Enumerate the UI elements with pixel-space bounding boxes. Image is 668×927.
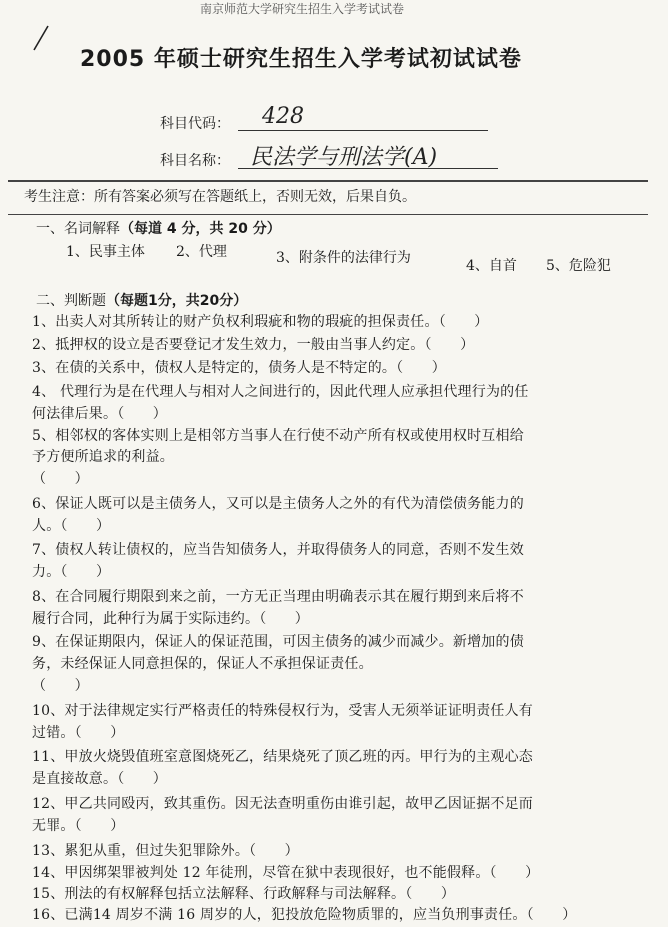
section-1-title: 一、名词解释 [36, 221, 120, 237]
question-line: 12、甲乙共同殴丙，致其重伤。因无法查明重伤由谁引起，故甲乙因证据不足而 [32, 796, 534, 812]
question-line: 务，未经保证人同意担保的，保证人不承担保证责任。 [32, 656, 373, 672]
question-line: （ ） [32, 678, 89, 694]
term-item: 4、自首 [466, 258, 517, 274]
subject-name-underline [238, 168, 498, 169]
question-line: 10、对于法律规定实行严格责任的特殊侵权行为，受害人无须举证证明责任人有 [32, 703, 534, 719]
question-line: 15、刑法的有权解释包括立法解释、行政解释与司法解释。（ ） [32, 886, 456, 902]
subject-code-value: 428 [262, 104, 304, 129]
section-1-heading [36, 218, 281, 238]
candidate-notice: 考生注意：所有答案必须写在答题纸上，否则无效，后果自负。 [24, 189, 416, 205]
question-line: 予方便所追求的利益。 [32, 449, 174, 465]
question-line: 5、相邻权的客体实则上是相邻方当事人在行使不动产所有权或使用权时互相给 [32, 428, 524, 444]
question-line: 16、已满14 周岁不满 16 周岁的人，犯投放危险物质罪的，应当负刑事责任。（ ） [32, 907, 577, 923]
question-line: 履行合同，此种行为属于实际违约。（ ） [32, 611, 309, 627]
question-line: 6、保证人既可以是主债务人，又可以是主债务人之外的有代为清偿债务能力的 [32, 496, 524, 512]
question-line: 无罪。（ ） [32, 818, 125, 834]
section-2-title: 二、判断题 [36, 293, 106, 309]
subject-code-label: 科目代码： [160, 116, 230, 132]
section-1-points: （每道 4 分，共 20 分） [120, 221, 281, 237]
question-line: 人。（ ） [32, 518, 111, 534]
question-line: 过错。（ ） [32, 725, 125, 741]
section-2-heading [36, 290, 247, 310]
question-line: 8、在合同履行期限到来之前，一方无正当理由明确表示其在履行期到来后将不 [32, 589, 524, 605]
subject-name-label: 科目名称： [160, 153, 230, 169]
term-list [62, 241, 652, 281]
question-line: 9、在保证期限内，保证人的保证范围，可因主债务的减少而减少。新增加的债 [32, 634, 524, 650]
section-2-points: （每题1分，共20分） [106, 293, 248, 309]
question-line: 力。（ ） [32, 564, 111, 580]
question-line: 2、抵押权的设立是否要登记才发生效力，一般由当事人约定。（ ） [32, 337, 475, 353]
question-line: 3、在债的关系中，债权人是特定的，债务人是不特定的。（ ） [32, 360, 446, 376]
question-line: 13、累犯从重，但过失犯罪除外。（ ） [32, 843, 299, 859]
question-line: 4、 代理行为是在代理人与相对人之间进行的，因此代理人应承担代理行为的任 [32, 384, 529, 400]
term-item: 1、民事主体 [66, 244, 145, 260]
question-line: 何法律后果。（ ） [32, 406, 167, 422]
question-line: 11、甲放火烧毁值班室意图烧死乙，结果烧死了顶乙班的丙。甲行为的主观心态 [32, 749, 534, 765]
question-line: 1、出卖人对其所转让的财产负权利瑕疵和物的瑕疵的担保责任。（ ） [32, 314, 489, 330]
exam-title: 2005 年硕士研究生招生入学考试初试试卷 [80, 47, 522, 72]
question-line: （ ） [32, 471, 89, 487]
term-item: 2、代理 [176, 244, 227, 260]
question-line: 是直接故意。（ ） [32, 771, 167, 787]
pen-stroke-mark [28, 20, 68, 60]
subject-code-underline [238, 130, 488, 131]
term-item: 5、危险犯 [546, 258, 611, 274]
term-item: 3、附条件的法律行为 [276, 250, 411, 266]
subject-name-value: 民法学与刑法学(A) [250, 145, 438, 170]
top-header-note: 南京师范大学研究生招生入学考试试卷 [200, 2, 405, 16]
question-line: 7、债权人转让债权的，应当告知债务人，并取得债务人的同意，否则不发生效 [32, 542, 524, 558]
question-line: 14、甲因绑架罪被判处 12 年徒刑，尽管在狱中表现很好，也不能假释。（ ） [32, 865, 540, 881]
